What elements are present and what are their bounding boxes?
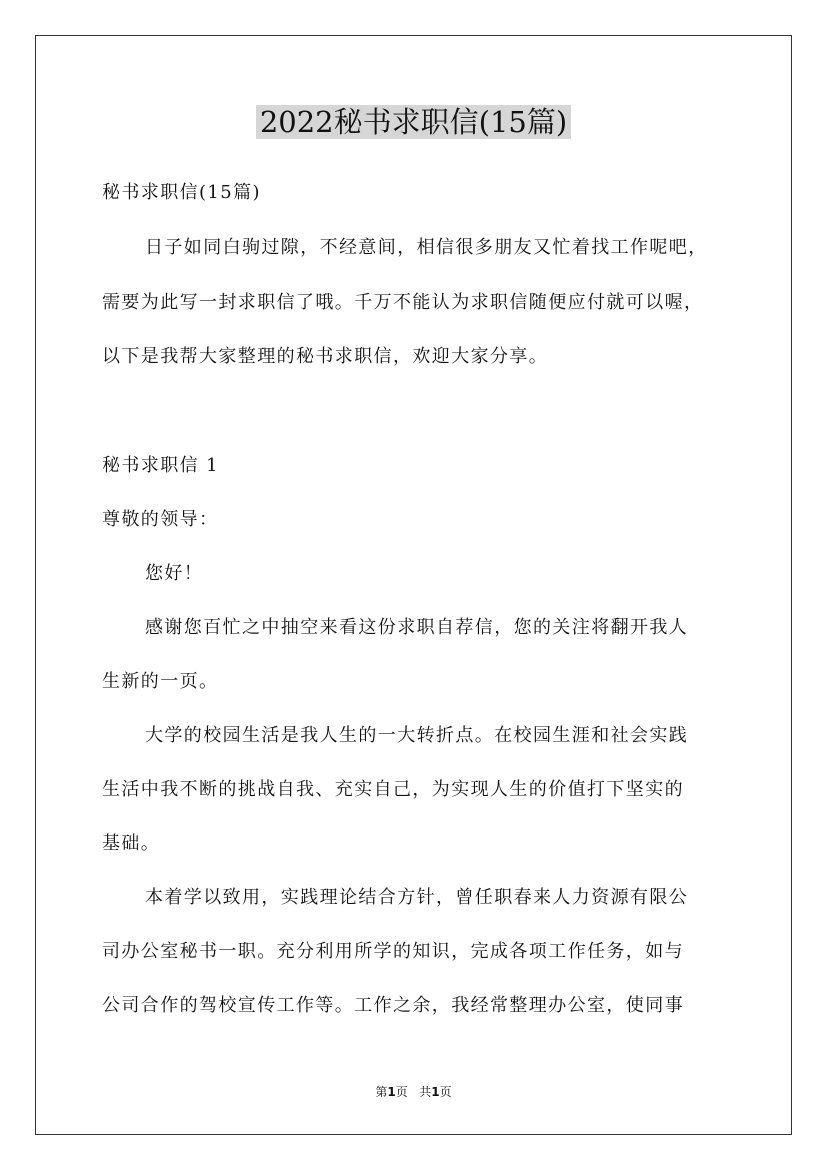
intro-line-1: 日子如同白驹过隙，不经意间，相信很多朋友又忙着找工作呢吧， (145, 237, 708, 258)
body-line-3: 大学的校园生活是我人生的一大转折点。在校园生涯和社会实践 (145, 725, 689, 746)
footer-suffix: 页 (439, 1085, 452, 1099)
body-line-8: 公司合作的驾校宣传工作等。工作之余，我经常整理办公室，使同事 (102, 995, 684, 1016)
document-title-text: 2022秘书求职信(15篇) (256, 105, 571, 139)
page-footer (0, 1084, 827, 1100)
intro-line-3: 以下是我帮大家整理的秘书求职信，欢迎大家分享。 (102, 346, 549, 367)
letter-heading: 秘书求职信 1 (102, 455, 219, 476)
body-line-7: 司办公室秘书一职。充分利用所学的知识，完成各项工作任务，如与 (102, 941, 684, 962)
body-line-4: 生活中我不断的挑战自我、充实自己，为实现人生的价值打下坚实的 (102, 779, 684, 800)
footer-page-total: 1 (431, 1085, 440, 1099)
footer-mid: 页 共 (395, 1085, 432, 1099)
footer-page-current: 1 (387, 1085, 396, 1099)
intro-line-2: 需要为此写一封求职信了哦。千万不能认为求职信随便应付就可以喔， (102, 292, 704, 313)
salutation: 尊敬的领导： (102, 509, 219, 530)
body-line-1: 感谢您百忙之中抽空来看这份求职自荐信，您的关注将翻开我人 (145, 617, 689, 638)
document-subtitle: 秘书求职信(15篇) (102, 182, 261, 203)
greeting: 您好！ (145, 563, 204, 584)
document-title (0, 100, 827, 144)
footer-prefix: 第 (375, 1085, 388, 1099)
body-line-2: 生新的一页。 (102, 671, 219, 692)
body-line-6: 本着学以致用，实践理论结合方针，曾任职春来人力资源有限公 (145, 887, 689, 908)
body-line-5: 基础。 (102, 833, 161, 854)
